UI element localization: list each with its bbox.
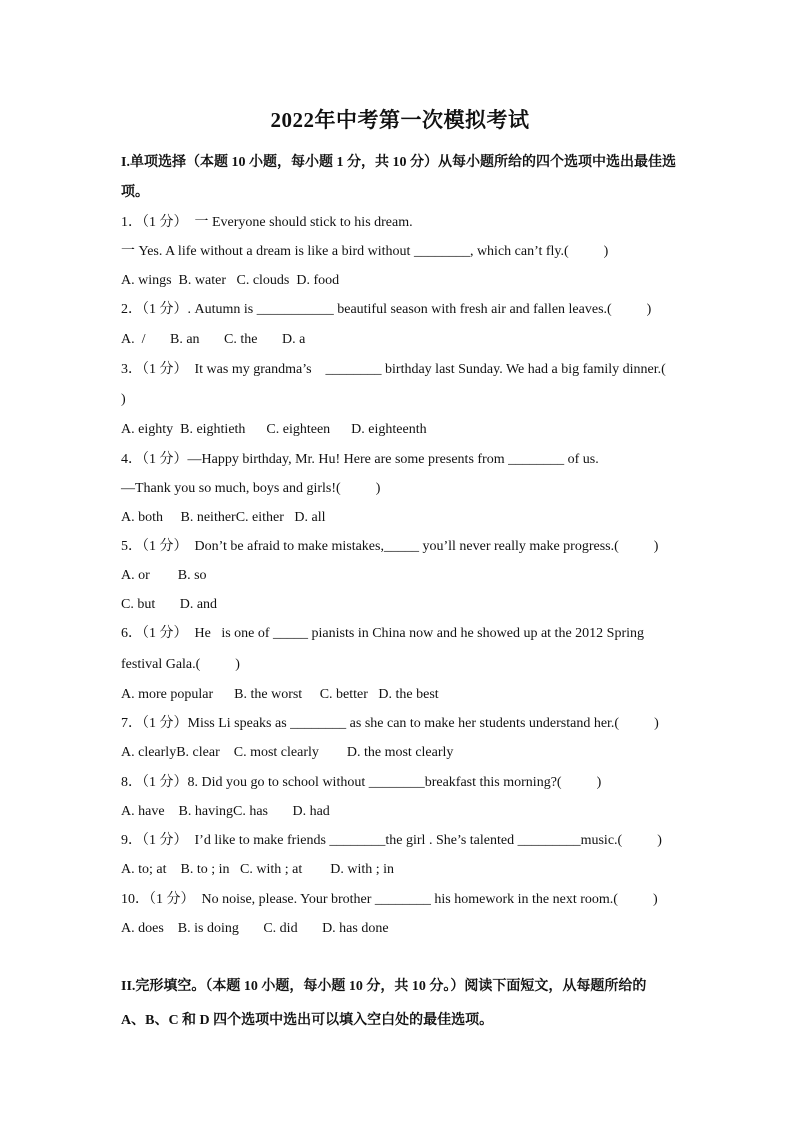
question-9-options: A. to; at B. to ; in C. with ; at D. with ; in — [121, 862, 394, 877]
question-9-stem: 9．（1 分） I’d like to make friends ________the girl . She’s talented _________music.( ) — [121, 833, 662, 848]
question-8-options: A. have B. havingC. has D. had — [121, 804, 330, 819]
section-1-heading-line-1: I.单项选择（本题 10 小题，每小题 1 分，共 10 分）从每小题所给的四个选项中选出最佳选 — [121, 155, 676, 170]
question-4-options: A. both B. neitherC. either D. all — [121, 510, 326, 525]
question-8-stem: 8．（1 分）8. Did you go to school without ________breakfast this morning?( ) — [121, 775, 602, 790]
question-5-options-line-2: C. but D. and — [121, 597, 218, 612]
question-4-stem-line-2: —Thank you so much, boys and girls!( ) — [121, 481, 381, 496]
question-10-options: A. does B. is doing C. did D. has done — [121, 921, 389, 936]
question-10-stem: 10．（1 分） No noise, please. Your brother ________ his homework in the next room.( ) — [121, 892, 658, 907]
question-2-options: A. / B. an C. the D. a — [121, 332, 306, 347]
question-5-options-line-1: A. or B. so — [121, 568, 207, 583]
question-5-stem: 5．（1 分） Don’t be afraid to make mistakes,_____ you’ll never really make progress.( ) — [121, 539, 659, 554]
question-3-options: A. eighty B. eightieth C. eighteen D. eighteenth — [121, 422, 427, 437]
question-1-stem-line-2: 一 Yes. A life without a dream is like a bird without ________, which can’t fly.( ) — [121, 244, 609, 259]
question-1-options: A. wings B. water C. clouds D. food — [121, 273, 340, 288]
question-3-stem-line-1: 3．（1 分） It was my grandma’s ________ birthday last Sunday. We had a big family dinner.( — [121, 362, 666, 377]
question-1-stem-line-1: 1．（1 分） 一 Everyone should stick to his dream. — [121, 215, 413, 230]
question-2-stem: 2．（1 分）. Autumn is ___________ beautiful season with fresh air and fallen leaves.( ) — [121, 302, 652, 317]
question-6-options: A. more popular B. the worst C. better D. the best — [121, 687, 439, 702]
question-6-stem-line-1: 6．（1 分） He is one of _____ pianists in China now and he showed up at the 2012 Spring — [121, 626, 645, 641]
page-title: 2022年中考第一次模拟考试 — [270, 108, 530, 132]
section-1-heading-line-2: 项。 — [121, 185, 149, 200]
question-3-stem-line-2: ) — [121, 392, 126, 407]
question-6-stem-line-2: festival Gala.( ) — [121, 657, 240, 672]
section-2-heading-line-1: II.完形填空。（本题 10 小题，每小题 10 分，共 10 分。）阅读下面短文，从每题所给的 — [121, 979, 647, 994]
section-2-heading-line-2: A、B、C 和 D 四个选项中选出可以填入空白处的最佳选项。 — [121, 1013, 494, 1028]
question-7-options: A. clearlyB. clear C. most clearly D. the most clearly — [121, 745, 454, 760]
question-7-stem: 7．（1 分）Miss Li speaks as ________ as she can to make her students understand her.( ) — [121, 716, 659, 731]
question-4-stem-line-1: 4．（1 分）—Happy birthday, Mr. Hu! Here are some presents from ________ of us. — [121, 452, 599, 467]
